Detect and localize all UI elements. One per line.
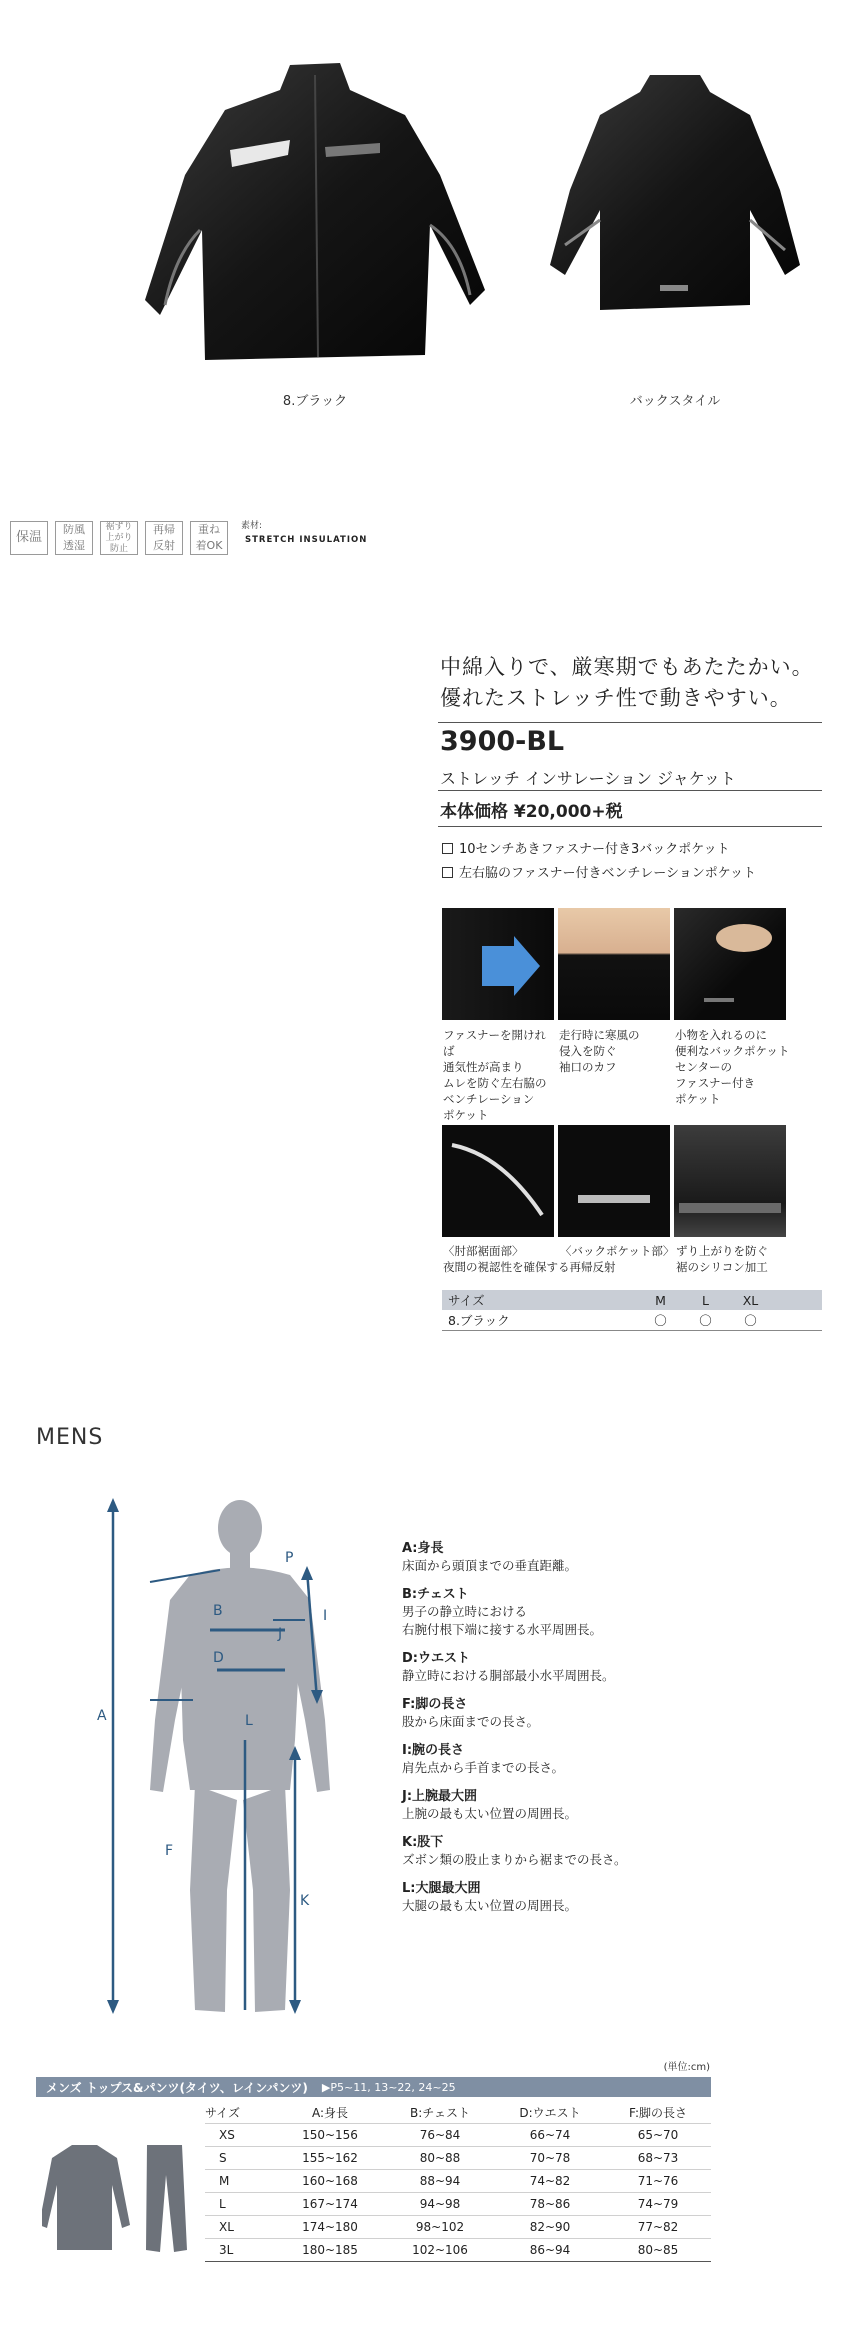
cell-waist: 78~86 bbox=[495, 2193, 605, 2216]
mens-title: MENS bbox=[36, 1425, 104, 1450]
table-row bbox=[205, 2124, 711, 2147]
definition-line: 股から床面までの長さ。 bbox=[402, 1714, 540, 1729]
definition-k bbox=[402, 1831, 822, 1868]
definition-key: A:身長 bbox=[402, 1541, 444, 1556]
measurement-definitions bbox=[402, 1537, 822, 1923]
stretch-insulation-logo: STRETCH INSULATION bbox=[245, 535, 368, 545]
cell-chest: 80~88 bbox=[385, 2147, 495, 2170]
mens-table-title: メンズ トップス&パンツ(タイツ、レインパンツ) bbox=[46, 2080, 308, 2095]
table-row bbox=[205, 2170, 711, 2193]
definition-line: 上腕の最も太い位置の周囲長。 bbox=[402, 1806, 578, 1821]
mens-size-table bbox=[205, 2101, 711, 2262]
feature-reflective-icon: 再帰反射 bbox=[145, 521, 183, 555]
detail-photo-vent bbox=[442, 908, 554, 1020]
size-table bbox=[442, 1290, 822, 1331]
definition-key: B:チェスト bbox=[402, 1587, 469, 1602]
col-leg: F:脚の長さ bbox=[605, 2101, 711, 2124]
label-l: L bbox=[245, 1713, 253, 1729]
mens-table-header-row bbox=[205, 2101, 711, 2124]
feature-icons bbox=[10, 520, 381, 556]
detail-text-silicone-hem: ずり上がりを防ぐ 裾のシリコン加工 bbox=[676, 1244, 768, 1274]
cell-chest: 98~102 bbox=[385, 2216, 495, 2239]
cell-size: XS bbox=[205, 2124, 275, 2147]
detail-photo-back-pocket bbox=[674, 908, 786, 1020]
headline-line-1: 中綿入りで、厳寒期でもあたたかい。 bbox=[440, 655, 814, 679]
cell-waist: 74~82 bbox=[495, 2170, 605, 2193]
cell-leg: 68~73 bbox=[605, 2147, 711, 2170]
label-i: I bbox=[323, 1608, 328, 1624]
bullet-1 bbox=[442, 838, 730, 857]
detail-text-vent: ファスナーを開ければ 通気性が高まり ムレを防ぐ左右脇の ベンチレーション ポケット bbox=[443, 1028, 547, 1122]
col-waist: D:ウエスト bbox=[495, 2101, 605, 2124]
jacket-and-pants-icon bbox=[42, 2140, 192, 2260]
model-number: 3900-BL bbox=[440, 726, 565, 757]
back-photo-caption: バックスタイル bbox=[629, 394, 721, 409]
size-row-color: 8.ブラック bbox=[448, 1313, 510, 1328]
size-table-row bbox=[442, 1310, 822, 1331]
feature-warmth-icon: 保温 bbox=[10, 521, 48, 555]
body-measurement-figure bbox=[95, 1490, 345, 2030]
cell-chest: 94~98 bbox=[385, 2193, 495, 2216]
feature-hem-grip-icon: 裾ずり上がり防止 bbox=[100, 521, 138, 555]
definition-line: 床面から頭頂までの垂直距離。 bbox=[402, 1558, 578, 1573]
cell-height: 155~162 bbox=[275, 2147, 385, 2170]
cell-leg: 74~79 bbox=[605, 2193, 711, 2216]
size-table-header bbox=[442, 1290, 822, 1310]
cell-size: M bbox=[205, 2170, 275, 2193]
definition-line: ズボン類の股止まりから裾までの長さ。 bbox=[402, 1852, 627, 1867]
headline-rule bbox=[438, 722, 822, 723]
definition-key: K:股下 bbox=[402, 1835, 444, 1850]
mens-table-pages: ▶P5~11, 13~22, 24~25 bbox=[321, 2080, 456, 2094]
cell-waist: 86~94 bbox=[495, 2239, 605, 2262]
product-price: 本体価格 ¥20,000+税 bbox=[440, 802, 623, 822]
definition-key: F:脚の長さ bbox=[402, 1697, 468, 1712]
cell-chest: 102~106 bbox=[385, 2239, 495, 2262]
cell-height: 180~185 bbox=[275, 2239, 385, 2262]
label-j: J bbox=[278, 1626, 283, 1642]
cell-size: L bbox=[205, 2193, 275, 2216]
definition-a bbox=[402, 1537, 822, 1574]
label-f: F bbox=[165, 1843, 174, 1859]
definition-j bbox=[402, 1785, 822, 1822]
detail-photo-cuff bbox=[558, 908, 670, 1020]
front-jacket-photo bbox=[140, 55, 490, 365]
bullet-2 bbox=[442, 862, 756, 881]
cell-waist: 82~90 bbox=[495, 2216, 605, 2239]
cell-height: 167~174 bbox=[275, 2193, 385, 2216]
size-header-l: L bbox=[702, 1292, 709, 1308]
cell-height: 174~180 bbox=[275, 2216, 385, 2239]
price-rule-top bbox=[438, 790, 822, 791]
table-row bbox=[205, 2147, 711, 2170]
definition-line: 男子の静立時における bbox=[402, 1604, 528, 1619]
definition-line: 静立時における胴部最小水平周囲長。 bbox=[402, 1668, 615, 1683]
table-row bbox=[205, 2216, 711, 2239]
mens-table-title-bar bbox=[36, 2077, 711, 2097]
definition-key: J:上腕最大囲 bbox=[402, 1789, 478, 1804]
feature-layering-icon: 重ね着OK bbox=[190, 521, 228, 555]
unit-label: (単位:cm) bbox=[663, 2062, 710, 2073]
material-label: 素材: bbox=[241, 521, 263, 531]
definition-line: 右腕付根下端に接する水平周囲長。 bbox=[402, 1622, 603, 1637]
detail-text-reflective: 〈肘部裾面部〉 夜間の視認性を確保する再帰反射 bbox=[443, 1244, 616, 1274]
cell-size: XL bbox=[205, 2216, 275, 2239]
checkbox-icon bbox=[442, 843, 453, 854]
col-size: サイズ bbox=[205, 2101, 275, 2124]
size-row-l: 〇 bbox=[699, 1313, 712, 1328]
col-height: A:身長 bbox=[275, 2101, 385, 2124]
definition-i bbox=[402, 1739, 822, 1776]
col-chest: B:チェスト bbox=[385, 2101, 495, 2124]
headline-line-2: 優れたストレッチ性で動きやすい。 bbox=[440, 686, 792, 710]
cell-leg: 71~76 bbox=[605, 2170, 711, 2193]
cell-waist: 70~78 bbox=[495, 2147, 605, 2170]
detail-text-back-logo: 〈バックポケット部〉 bbox=[560, 1244, 675, 1258]
table-row bbox=[205, 2239, 711, 2262]
cell-size: S bbox=[205, 2147, 275, 2170]
label-a: A bbox=[97, 1708, 107, 1724]
cell-height: 150~156 bbox=[275, 2124, 385, 2147]
price-rule-bottom bbox=[438, 826, 822, 827]
size-header-label: サイズ bbox=[448, 1293, 485, 1308]
label-p: P bbox=[285, 1550, 294, 1566]
definition-line: 大腿の最も太い位置の周囲長。 bbox=[402, 1898, 578, 1913]
table-row bbox=[205, 2193, 711, 2216]
detail-text-back-pocket: 小物を入れるのに 便利なバックポケット センターの ファスナー付き ポケット bbox=[675, 1028, 790, 1106]
definition-f bbox=[402, 1693, 822, 1730]
label-d: D bbox=[213, 1650, 224, 1666]
size-row-m: 〇 bbox=[654, 1313, 667, 1328]
size-row-xl: 〇 bbox=[744, 1313, 757, 1328]
checkbox-icon bbox=[442, 867, 453, 878]
cell-chest: 88~94 bbox=[385, 2170, 495, 2193]
definition-d bbox=[402, 1647, 822, 1684]
cell-leg: 80~85 bbox=[605, 2239, 711, 2262]
cell-leg: 65~70 bbox=[605, 2124, 711, 2147]
size-header-xl: XL bbox=[742, 1292, 759, 1308]
product-name: ストレッチ インサレーション ジャケット bbox=[440, 769, 736, 788]
back-jacket-photo bbox=[545, 70, 805, 320]
label-k: K bbox=[300, 1893, 310, 1909]
front-photo-caption: 8.ブラック bbox=[282, 394, 348, 409]
definition-key: D:ウエスト bbox=[402, 1651, 470, 1666]
cell-waist: 66~74 bbox=[495, 2124, 605, 2147]
bullet-text: 左右脇のファスナー付きベンチレーションポケット bbox=[459, 866, 757, 881]
detail-photo-silicone-hem bbox=[674, 1125, 786, 1237]
detail-photo-reflective bbox=[442, 1125, 554, 1237]
size-header-m: M bbox=[655, 1292, 666, 1308]
definition-b bbox=[402, 1583, 822, 1638]
definition-key: I:腕の長さ bbox=[402, 1743, 465, 1758]
definition-l bbox=[402, 1877, 822, 1914]
definition-line: 肩先点から手首までの長さ。 bbox=[402, 1760, 565, 1775]
cell-chest: 76~84 bbox=[385, 2124, 495, 2147]
cell-size: 3L bbox=[205, 2239, 275, 2262]
material-block bbox=[241, 520, 381, 556]
detail-text-cuff: 走行時に寒風の 侵入を防ぐ 袖口のカフ bbox=[559, 1028, 640, 1074]
bullet-text: 10センチあきファスナー付き3バックポケット bbox=[459, 842, 730, 857]
cell-leg: 77~82 bbox=[605, 2216, 711, 2239]
detail-photo-back-pocket-logo bbox=[558, 1125, 670, 1237]
definition-key: L:大腿最大囲 bbox=[402, 1881, 481, 1896]
label-b: B bbox=[213, 1603, 223, 1619]
cell-height: 160~168 bbox=[275, 2170, 385, 2193]
feature-windproof-icon: 防風透湿 bbox=[55, 521, 93, 555]
